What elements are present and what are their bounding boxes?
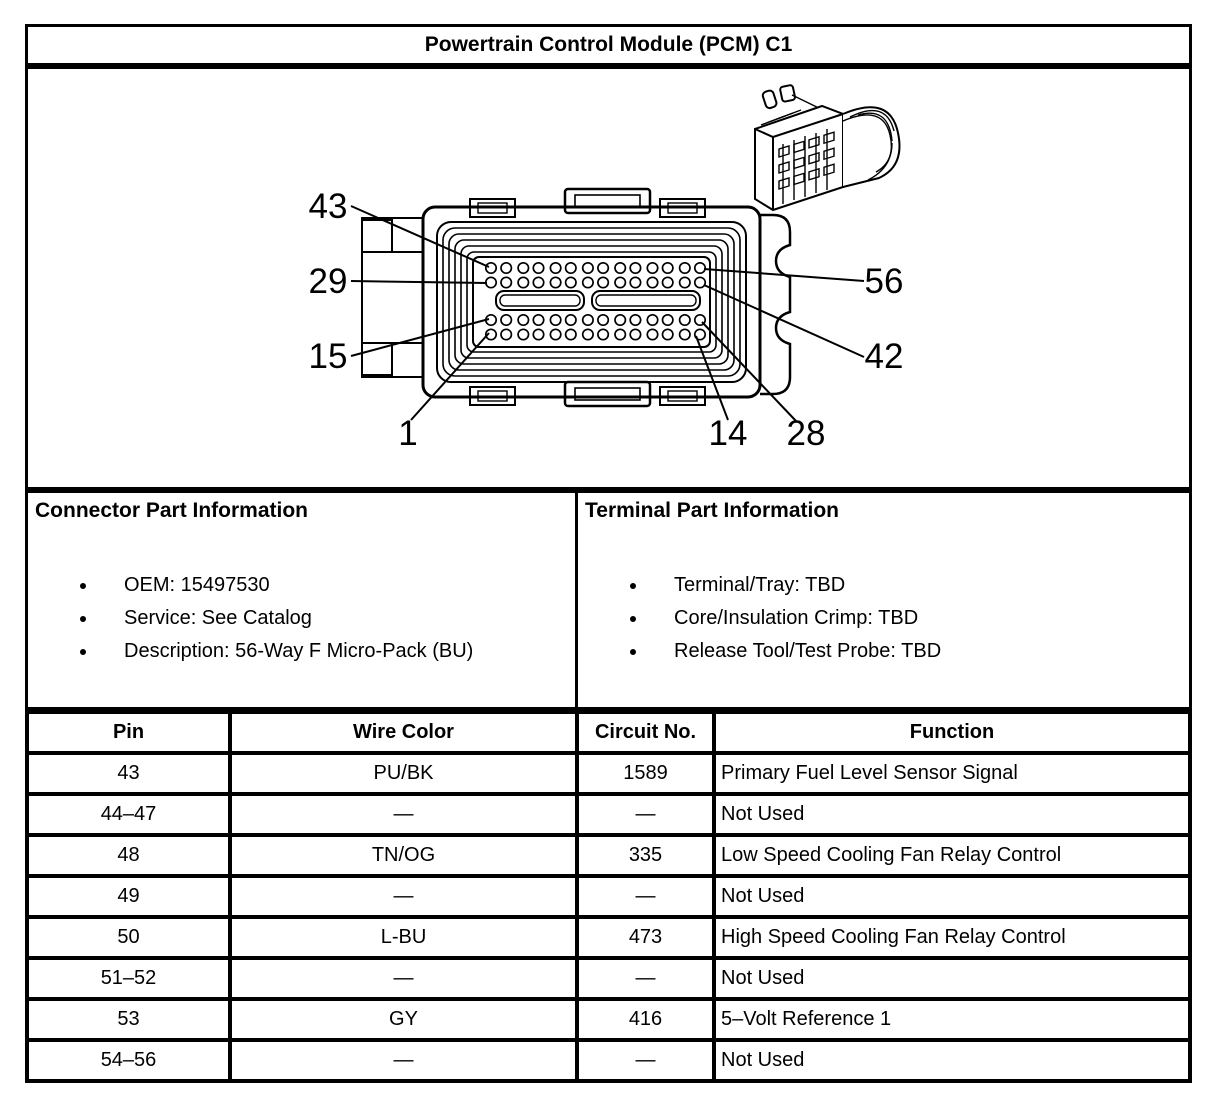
connector-info-item: • OEM: 15497530 (98, 569, 569, 602)
pin-circle (647, 263, 657, 273)
pin-circle (583, 315, 593, 325)
connector-front-view (362, 189, 790, 406)
pin-label-56: 56 (864, 262, 904, 301)
pin-label-14: 14 (708, 414, 748, 453)
keyway-slots (496, 291, 700, 310)
table-row (27, 876, 1190, 917)
cell-circuit-no: — (577, 1040, 714, 1081)
connector-info-heading: Connector Part Information (35, 499, 309, 522)
terminal-part-information (578, 490, 1192, 710)
cell-pin: 50 (27, 917, 230, 958)
top-clips (470, 189, 705, 217)
cell-circuit-no: 335 (577, 835, 714, 876)
cell-circuit-no: — (577, 958, 714, 999)
cell-wire-color: GY (230, 999, 577, 1040)
connector-info-item: • Description: 56-Way F Micro-Pack (BU) (98, 635, 569, 668)
pin-label-42: 42 (864, 337, 904, 376)
pin-circle (518, 315, 528, 325)
table-row (27, 835, 1190, 876)
pin-circle (598, 315, 608, 325)
pin-circle (680, 263, 690, 273)
header-row (27, 712, 1190, 753)
pin-circle (533, 263, 543, 273)
pin-circle (615, 315, 625, 325)
pin-label-29: 29 (308, 262, 348, 301)
leader-15 (351, 319, 489, 356)
pin-circle (630, 263, 640, 273)
table-row (27, 1040, 1190, 1081)
bottom-clips (470, 382, 705, 406)
pin-circle (533, 277, 543, 287)
cell-function: Low Speed Cooling Fan Relay Control (714, 835, 1190, 876)
pin-circle (566, 329, 576, 339)
pin-circle (550, 315, 560, 325)
terminal-info-heading: Terminal Part Information (585, 499, 839, 522)
pin-circle (663, 315, 673, 325)
terminal-info-list (584, 569, 1183, 668)
right-flange (760, 215, 790, 394)
pin-circle (695, 263, 705, 273)
pin-circle (615, 329, 625, 339)
pin-circle (550, 277, 560, 287)
table-row (27, 753, 1190, 794)
cell-wire-color: L-BU (230, 917, 577, 958)
cell-pin: 53 (27, 999, 230, 1040)
pinout-table-body (27, 753, 1190, 1081)
table-row (27, 917, 1190, 958)
cell-wire-color: — (230, 1040, 577, 1081)
pin-circle (615, 263, 625, 273)
pin-circle (486, 277, 496, 287)
pin-circle (663, 277, 673, 287)
pin-circle (598, 329, 608, 339)
pin-circle (630, 277, 640, 287)
cell-pin: 44–47 (27, 794, 230, 835)
cell-circuit-no: 416 (577, 999, 714, 1040)
connector-diagram-panel (25, 66, 1192, 490)
pin-circle (550, 263, 560, 273)
content-frame (25, 24, 1192, 1083)
pin-circle (566, 277, 576, 287)
terminal-info-item: • Terminal/Tray: TBD (648, 569, 1183, 602)
pin-circle (486, 263, 496, 273)
page-title: Powertrain Control Module (PCM) C1 (25, 24, 1192, 66)
connector-isometric-view (755, 85, 899, 210)
pin-circle (518, 329, 528, 339)
cell-function: Not Used (714, 1040, 1190, 1081)
pin-circle (501, 329, 511, 339)
cell-circuit-no: — (577, 876, 714, 917)
pin-circle (630, 329, 640, 339)
part-information-row (25, 490, 1192, 710)
pin-circle (566, 263, 576, 273)
pin-circle (663, 329, 673, 339)
cell-function: Not Used (714, 958, 1190, 999)
cell-wire-color: TN/OG (230, 835, 577, 876)
cell-function: High Speed Cooling Fan Relay Control (714, 917, 1190, 958)
cell-pin: 51–52 (27, 958, 230, 999)
pinout-table (25, 710, 1192, 1083)
cell-wire-color: — (230, 794, 577, 835)
pin-circle (680, 329, 690, 339)
cell-wire-color: PU/BK (230, 753, 577, 794)
pin-circle (695, 277, 705, 287)
connector-diagram (28, 69, 1189, 487)
table-row (27, 794, 1190, 835)
header-circuit-no: Circuit No. (577, 712, 714, 753)
cell-function: Primary Fuel Level Sensor Signal (714, 753, 1190, 794)
pin-circle (598, 277, 608, 287)
pin-circle (583, 263, 593, 273)
pin-circle (566, 315, 576, 325)
pin-circle (647, 277, 657, 287)
header-pin: Pin (27, 712, 230, 753)
leader-28 (702, 322, 796, 421)
cell-wire-color: — (230, 876, 577, 917)
pin-circle (598, 263, 608, 273)
leader-43 (351, 206, 489, 267)
cell-function: Not Used (714, 794, 1190, 835)
pinout-table-header (27, 712, 1190, 753)
cell-pin: 43 (27, 753, 230, 794)
pin-circle (501, 315, 511, 325)
pin-circle (501, 263, 511, 273)
pin-circle (533, 329, 543, 339)
table-row (27, 958, 1190, 999)
pin-circle (680, 277, 690, 287)
pin-circle (583, 329, 593, 339)
pin-circle (550, 329, 560, 339)
terminal-info-item: • Release Tool/Test Probe: TBD (648, 635, 1183, 668)
header-wire-color: Wire Color (230, 712, 577, 753)
cell-wire-color: — (230, 958, 577, 999)
pin-label-15: 15 (308, 337, 348, 376)
pin-circle (501, 277, 511, 287)
pin-label-28: 28 (786, 414, 826, 453)
cell-pin: 54–56 (27, 1040, 230, 1081)
left-bracket (362, 218, 423, 377)
pin-circle (680, 315, 690, 325)
cell-pin: 48 (27, 835, 230, 876)
cell-circuit-no: — (577, 794, 714, 835)
pin-circle (630, 315, 640, 325)
pin-circle (518, 277, 528, 287)
connector-part-information (25, 490, 578, 710)
cell-pin: 49 (27, 876, 230, 917)
connector-info-item: • Service: See Catalog (98, 602, 569, 635)
cell-circuit-no: 473 (577, 917, 714, 958)
pin-label-1: 1 (398, 414, 418, 453)
cell-function: Not Used (714, 876, 1190, 917)
pin-circle (533, 315, 543, 325)
terminal-info-item: • Core/Insulation Crimp: TBD (648, 602, 1183, 635)
pin-label-43: 43 (308, 187, 348, 226)
table-row (27, 999, 1190, 1040)
cell-function: 5–Volt Reference 1 (714, 999, 1190, 1040)
header-function: Function (714, 712, 1190, 753)
leader-14 (696, 336, 728, 420)
pin-circle (647, 315, 657, 325)
pin-circle (615, 277, 625, 287)
pin-circle (663, 263, 673, 273)
connector-info-list (34, 569, 569, 668)
pin-circle (518, 263, 528, 273)
pin-circle (583, 277, 593, 287)
cell-circuit-no: 1589 (577, 753, 714, 794)
pin-circle (647, 329, 657, 339)
